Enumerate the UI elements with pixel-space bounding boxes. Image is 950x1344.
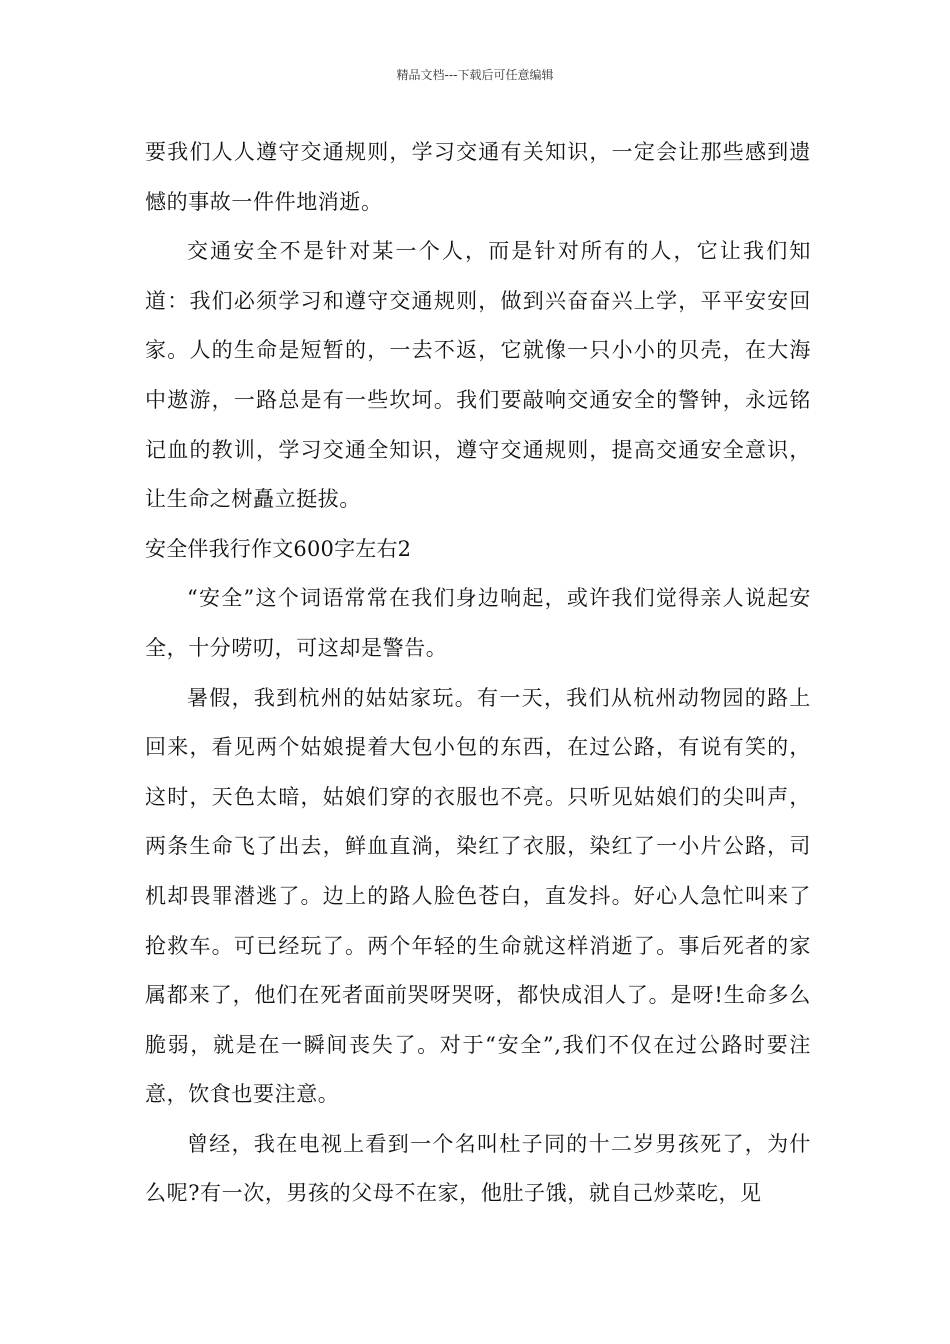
paragraph-2: 交通安全不是针对某一个人，而是针对所有的人，它让我们知道：我们必须学习和遵守交通规则，做到兴奋奋兴上学，平平安安回家。人的生命是短暂的，一去不返，它就像一只小小的贝壳，在大海中遨游，一路总是有一些坎坷。我们要敲响交通安全的警钟，永远铭记血的教训，学习交通全知识，遵守交通规则，提高交通安全意识，让生命之树矗立挺拔。 [145, 239, 811, 512]
paragraph-5: 曾经，我在电视上看到一个名叫杜子同的十二岁男孩死了，为什么呢?有一次，男孩的父母不在家，他肚子饿，就自己炒菜吃，见 [145, 1131, 811, 1206]
paragraph-3: “安全”这个词语常常在我们身边响起，或许我们觉得亲人说起安全，十分唠叨，可这却是警告。 [145, 586, 811, 660]
section-heading: 安全伴我行作文600字左右2 [145, 536, 412, 561]
paragraph-1: 要我们人人遵守交通规则，学习交通有关知识，一定会让那些感到遗憾的事故一件件地消逝。 [145, 140, 811, 214]
page-header: 精品文档---下载后可任意编辑 [396, 68, 554, 82]
document-body [145, 128, 811, 1219]
paragraph-4: 暑假，我到杭州的姑姑家玩。有一天，我们从杭州动物园的路上回来，看见两个姑娘提着大包小包的东西，在过公路，有说有笑的，这时，天色太暗，姑娘们穿的衣服也不亮。只听见姑娘们的尖叫声，两条生命飞了出去，鲜血直淌，染红了衣服，染红了一小片公路，司机却畏罪潜逃了。边上的路人脸色苍白，直发抖。好心人急忙叫来了抢救车。可已经玩了。两个年轻的生命就这样消逝了。事后死者的家属都来了，他们在死者面前哭呀哭呀，都快成泪人了。是呀!生命多么脆弱，就是在一瞬间丧失了。对于“安全”,我们不仅在过公路时要注意，饮食也要注意。 [145, 685, 811, 1107]
